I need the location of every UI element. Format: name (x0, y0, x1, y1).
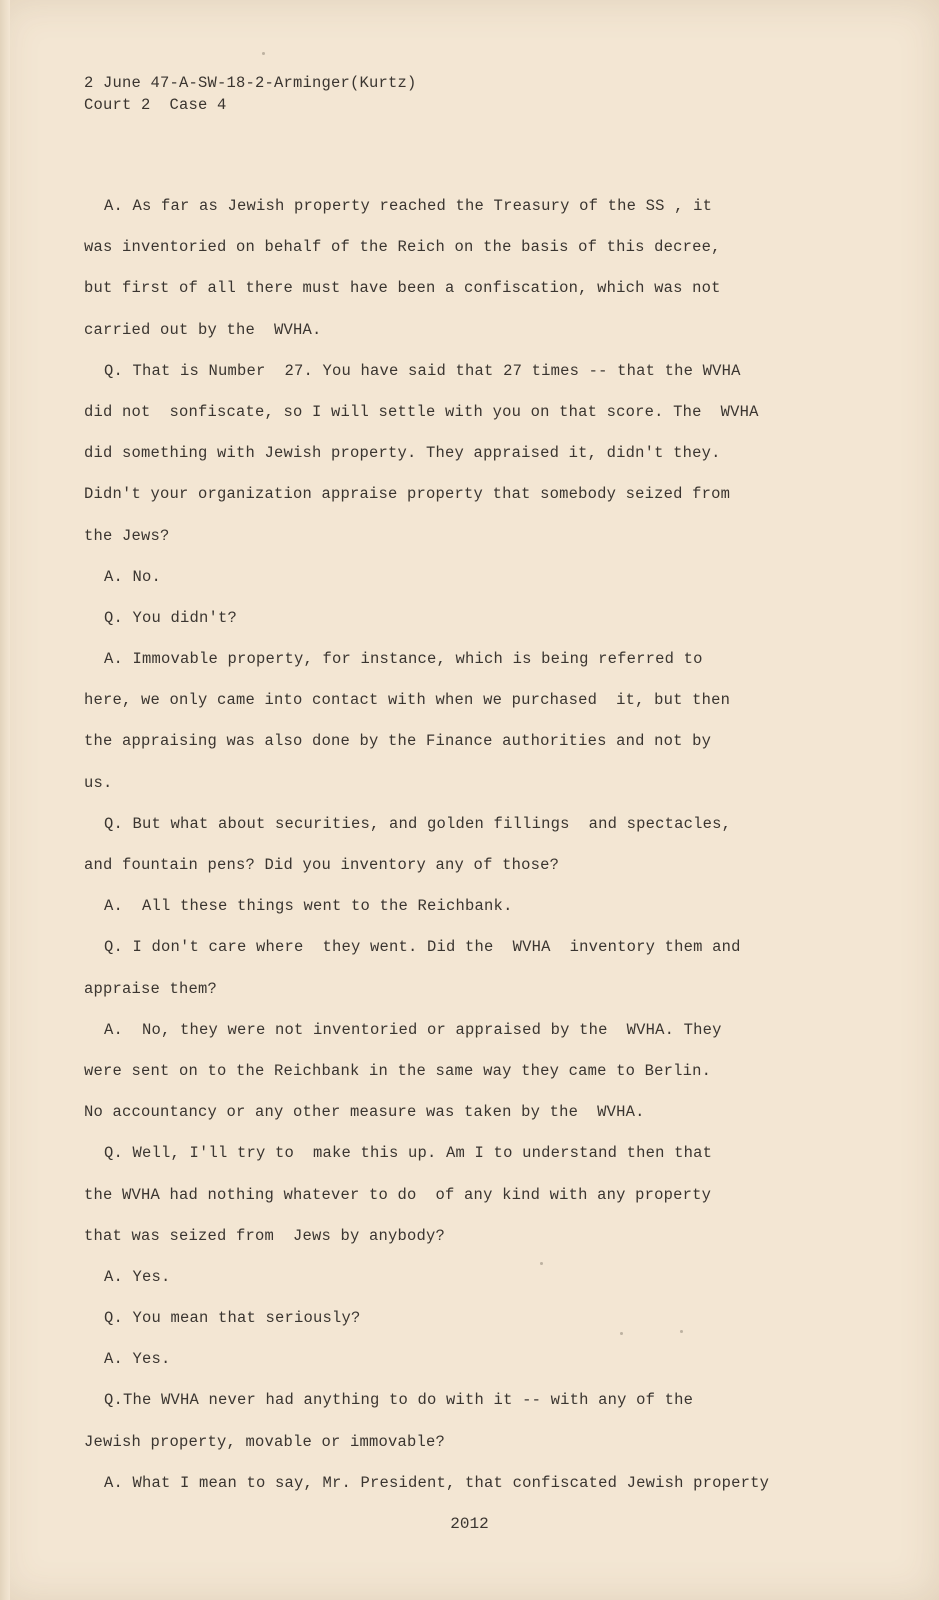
transcript-line: Q. You mean that seriously? (104, 1309, 361, 1328)
transcript-line: Q. But what about securities, and golden fillings and spectacles, (104, 814, 732, 833)
transcript-line: A. Yes. (104, 1350, 171, 1369)
header-line-1: 2 June 47-A-SW-18-2-Arminger(Kurtz) (84, 74, 417, 92)
transcript-line: did not sonfiscate, so I will settle with you on that score. The WVHA (84, 402, 759, 421)
transcript-line: A. No, they were not inventoried or appraised by the WVHA. They (104, 1020, 722, 1039)
transcript-line: A. All these things went to the Reichbank. (104, 897, 513, 916)
transcript-line: appraise them? (84, 979, 218, 998)
transcript-line: A. Immovable property, for instance, which is being referred to (104, 650, 703, 669)
transcript-line: the appraising was also done by the Finance authorities and not by (84, 732, 712, 751)
transcript-line: here, we only came into contact with when we purchased it, but then (84, 691, 731, 710)
page-number: 2012 (450, 1515, 489, 1533)
transcript-line: and fountain pens? Did you inventory any of those? (84, 856, 560, 874)
transcript-line: Jewish property, movable or immovable? (84, 1432, 446, 1451)
transcript-line: was inventoried on behalf of the Reich on the basis of this decree, (84, 238, 721, 257)
transcript-line: No accountancy or any other measure was taken by the WVHA. (84, 1103, 645, 1122)
transcript-line: us. (84, 773, 113, 792)
paper-speck (262, 52, 265, 55)
transcript-line: Q. I don't care where they went. Did the WVHA inventory them and (104, 938, 741, 957)
transcript-line: the Jews? (84, 526, 170, 545)
transcript-line: carried out by the WVHA. (84, 320, 322, 339)
transcript-line: were sent on to the Reichbank in the same way they came to Berlin. (84, 1061, 712, 1080)
transcript-line: that was seized from Jews by anybody? (84, 1226, 446, 1245)
transcript-line: Q. That is Number 27. You have said that 27 times -- that the WVHA (104, 361, 741, 380)
transcript-line: Q.The WVHA never had anything to do with it -- with any of the (104, 1391, 694, 1410)
transcript-line: A. No. (104, 567, 162, 586)
transcript-line: A. As far as Jewish property reached the Treasury of the SS , it (104, 197, 713, 215)
transcript-line: A. Yes. (104, 1267, 171, 1286)
transcript-line: the WVHA had nothing whatever to do of any kind with any property (84, 1185, 712, 1204)
transcript-line: A. What I mean to say, Mr. President, that confiscated Jewish property (104, 1473, 770, 1492)
header-line-2: Court 2 Case 4 (84, 96, 227, 114)
paper-edge (0, 0, 10, 1600)
transcript-line: Q. Well, I'll try to make this up. Am I to understand then that (104, 1144, 713, 1163)
document-header (84, 72, 417, 116)
transcript-line: but first of all there must have been a confiscation, which was not (84, 279, 721, 298)
transcript-body (84, 186, 864, 1504)
transcript-line: did something with Jewish property. They appraised it, didn't they. (84, 444, 721, 463)
transcript-line: Q. You didn't? (104, 608, 238, 627)
transcript-line: Didn't your organization appraise property that somebody seized from (84, 485, 731, 504)
